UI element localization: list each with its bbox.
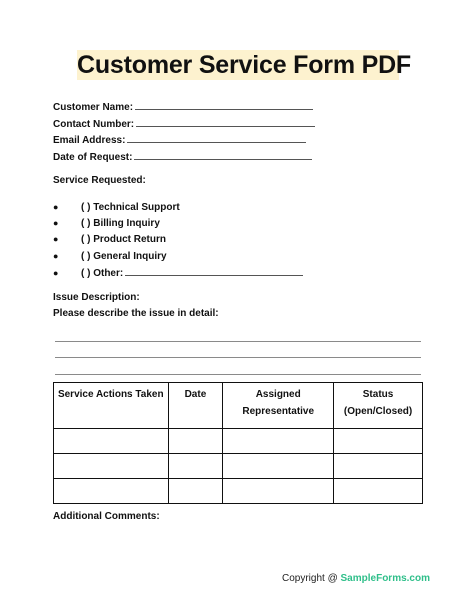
header-date: Date xyxy=(168,383,223,429)
description-line[interactable] xyxy=(55,341,421,342)
service-option-label: ( ) General Inquiry xyxy=(81,251,167,262)
table-cell[interactable] xyxy=(168,479,223,504)
description-line[interactable] xyxy=(55,374,421,375)
table-cell[interactable] xyxy=(334,479,423,504)
contact-number-field xyxy=(53,117,315,131)
email-address-field xyxy=(53,133,306,147)
service-option-label: ( ) Technical Support xyxy=(81,202,180,213)
header-status: Status (Open/Closed) xyxy=(334,383,423,429)
table-cell[interactable] xyxy=(334,454,423,479)
date-of-request-field xyxy=(53,150,312,164)
other-input-line[interactable] xyxy=(125,266,303,276)
date-of-request-input-line[interactable] xyxy=(134,150,312,160)
bullet-icon: ● xyxy=(53,268,59,278)
service-option-label: ( ) Billing Inquiry xyxy=(81,218,160,229)
brand-link[interactable]: SampleForms.com xyxy=(340,573,430,584)
header-assigned-representative: Assigned Representative xyxy=(223,383,334,429)
bullet-icon: ● xyxy=(53,234,59,244)
contact-number-label: Contact Number: xyxy=(53,119,135,130)
customer-name-label: Customer Name: xyxy=(53,102,134,113)
table-row xyxy=(54,454,423,479)
service-option-label: ( ) Other: xyxy=(81,268,124,279)
table-cell[interactable] xyxy=(223,429,334,454)
email-address-input-line[interactable] xyxy=(127,133,306,143)
bullet-icon: ● xyxy=(53,251,59,261)
copyright-footer xyxy=(282,573,430,585)
table-cell[interactable] xyxy=(54,429,169,454)
additional-comments-heading: Additional Comments: xyxy=(53,511,160,522)
service-option-label: ( ) Product Return xyxy=(81,234,166,245)
service-requested-heading: Service Requested: xyxy=(53,175,146,186)
description-line[interactable] xyxy=(55,357,421,358)
service-actions-table xyxy=(53,382,423,504)
page-title: Customer Service Form PDF xyxy=(77,51,411,79)
table-cell[interactable] xyxy=(54,479,169,504)
table-cell[interactable] xyxy=(168,454,223,479)
service-option-other[interactable] xyxy=(53,266,303,280)
header-service-actions: Service Actions Taken xyxy=(54,383,169,429)
customer-name-field xyxy=(53,100,313,114)
table-row xyxy=(54,479,423,504)
bullet-icon: ● xyxy=(53,202,59,212)
service-option-technical-support[interactable] xyxy=(53,201,180,214)
service-option-product-return[interactable] xyxy=(53,233,166,246)
table-header-row xyxy=(54,383,423,429)
table-cell[interactable] xyxy=(334,429,423,454)
service-option-billing-inquiry[interactable] xyxy=(53,217,160,230)
service-option-general-inquiry[interactable] xyxy=(53,250,167,263)
table-cell[interactable] xyxy=(168,429,223,454)
table-cell[interactable] xyxy=(223,454,334,479)
email-address-label: Email Address: xyxy=(53,135,126,146)
contact-number-input-line[interactable] xyxy=(136,117,315,127)
copyright-text: Copyright @ xyxy=(282,573,341,584)
table-cell[interactable] xyxy=(223,479,334,504)
table-row xyxy=(54,429,423,454)
table-cell[interactable] xyxy=(54,454,169,479)
customer-name-input-line[interactable] xyxy=(135,100,313,110)
date-of-request-label: Date of Request: xyxy=(53,152,133,163)
issue-description-heading: Issue Description: xyxy=(53,292,140,303)
issue-description-prompt: Please describe the issue in detail: xyxy=(53,308,219,319)
bullet-icon: ● xyxy=(53,218,59,228)
